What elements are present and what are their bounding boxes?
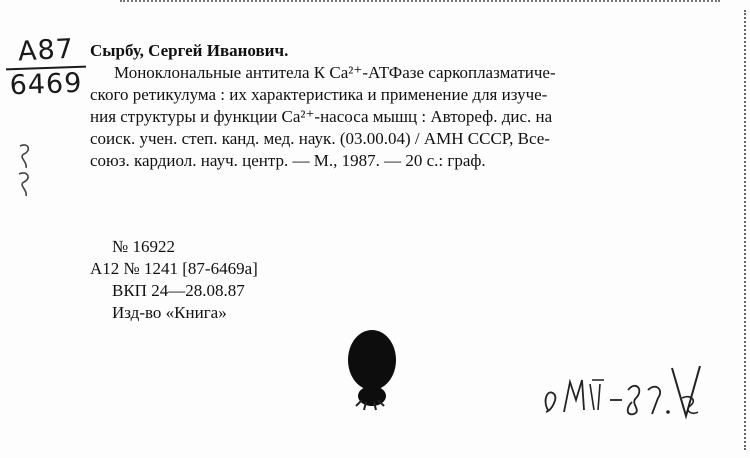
vkp-number: ВКП 24—28.08.87 [112,281,245,300]
handwritten-date [540,360,710,430]
entry-description [90,62,710,172]
record-number: № 16922 [112,237,175,256]
description-line: Моноклональные антитела К Са²⁺-АТФазе саркоплазматиче- [114,63,556,82]
call-number-top: А87 [17,33,75,68]
card-right-edge [742,10,746,450]
card-top-edge [120,0,720,5]
registry-number: А12 № 1241 [87-6469а] [90,259,258,278]
margin-handwritten-mark [14,140,36,200]
punch-hole [336,322,406,418]
record-info [90,236,258,324]
description-line: ского ретикулума : их характеристика и применение для изуче- [90,85,548,104]
author-heading: Сырбу, Сергей Иванович. [90,41,289,60]
description-line: ния структуры и функции Са²⁺-насоса мышц : Автореф. дис. на [90,107,553,126]
description-line: союз. кардиол. науч. центр. — М., 1987. — 20 с.: граф. [90,151,486,170]
call-number-bottom: 6469 [9,67,83,102]
bibliographic-entry [90,40,710,172]
publisher: Изд-во «Книга» [112,303,227,322]
description-line: соиск. учен. степ. канд. мед. наук. (03.00.04) / АМН СССР, Все- [90,129,550,148]
call-number [4,33,88,102]
